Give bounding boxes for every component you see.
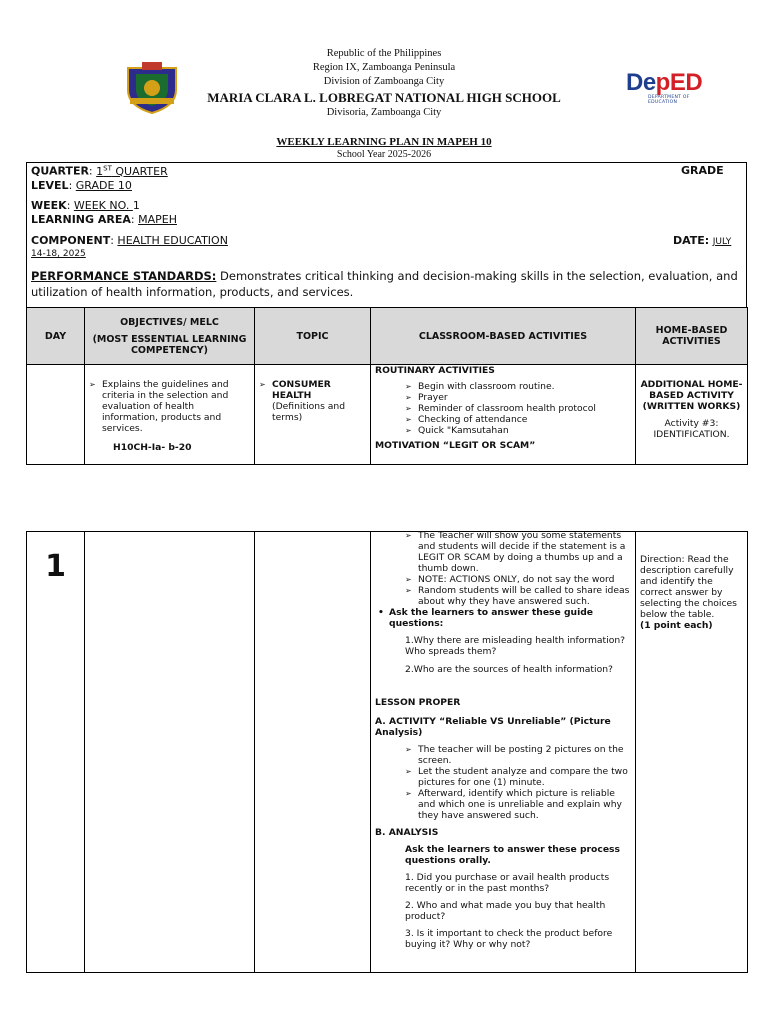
table-header-row [27, 308, 748, 365]
day-cell [27, 365, 85, 465]
analysis-question-2: 2. Who and what made you buy that health product? [405, 900, 606, 922]
performance-label: PERFORMANCE STANDARDS: [31, 269, 217, 283]
objective-cell [85, 365, 255, 465]
region-text: Region IX, Zamboanga Peninsula [312, 62, 456, 73]
week-line: WEEK: WEEK NO. 1 [31, 199, 140, 212]
performance-text-2: utilization of health information, products, and services. [31, 285, 354, 299]
date-label: DATE: [673, 234, 710, 247]
list-item: ➢ Let the student analyze and compare the two pictures for one (1) minute. [405, 766, 631, 788]
analysis-title: B. ANALYSIS [375, 827, 439, 838]
home-activities-cell [636, 532, 748, 973]
motivation-list [405, 530, 631, 607]
guide-questions-block [375, 607, 631, 629]
header-classroom-activities: CLASSROOM-BASED ACTIVITIES [371, 308, 636, 365]
day-number-cell [27, 532, 85, 973]
guide-question-1: 1.Why there are misleading health information? Who spreads them? [405, 635, 626, 657]
topic-cell [255, 365, 371, 465]
analysis-question-1: 1. Did you purchase or avail health products recently or in the past months? [405, 872, 610, 894]
lesson-plan-table-continued [26, 531, 748, 973]
header-objectives: OBJECTIVES/ MELC (MOST ESSENTIAL LEARNING COMPETENCY) [85, 308, 255, 365]
day-number: 1 [45, 549, 66, 584]
guide-question-2: 2.Who are the sources of health information? [405, 664, 613, 675]
plan-info-box [26, 162, 747, 308]
objective-item: ➢ Explains the guidelines and criteria in the selection and evaluation of health information, products and services. [89, 379, 250, 434]
motivation-title: MOTIVATION “LEGIT OR SCAM” [375, 440, 536, 451]
home-activities-cell [636, 365, 748, 465]
list-item: ➢ Begin with classroom routine. [405, 381, 631, 392]
level-value: GRADE 10 [75, 179, 132, 192]
week-value: WEEK NO. [73, 199, 133, 212]
activity-list [405, 744, 631, 821]
table-row [27, 365, 748, 465]
topic-subtitle: (Definitions and terms) [272, 401, 346, 423]
quarter-label: QUARTER [31, 164, 89, 178]
home-activity-name: Activity #3: IDENTIFICATION. [653, 418, 730, 440]
objective-cell [85, 532, 255, 973]
deped-logo [626, 71, 712, 105]
header-topic: TOPIC [255, 308, 371, 365]
date-value-range: 14-18, 2025 [31, 249, 86, 259]
quarter-line: QUARTER: 1ST QUARTER [31, 164, 168, 178]
routinary-list [405, 381, 631, 436]
activity-title: A. ACTIVITY “Reliable VS Unreliable” (Picture Analysis) [375, 716, 611, 738]
level-line: LEVEL: GRADE 10 [31, 179, 132, 192]
classroom-activities-cell [371, 365, 636, 465]
date-line [673, 234, 731, 247]
school-year: School Year 2025-2026 [336, 149, 432, 160]
home-activity-title: ADDITIONAL HOME-BASED ACTIVITY (WRITTEN WORKS) [640, 379, 743, 412]
list-item: ➢ The teacher will be posting 2 pictures on the screen. [405, 744, 631, 766]
quarter-value: 1ST QUARTER [96, 164, 168, 178]
table-row [27, 532, 748, 973]
topic-title: CONSUMER HEALTH [272, 379, 331, 401]
list-item: ➢ Quick "Kamsutahan [405, 425, 631, 436]
component-line: COMPONENT: HEALTH EDUCATION [31, 234, 228, 247]
list-item: ➢ NOTE: ACTIONS ONLY, do not say the word [405, 574, 631, 585]
lesson-proper-title: LESSON PROPER [375, 697, 461, 708]
republic-text: Republic of the Philippines [326, 48, 442, 59]
header-day: DAY [27, 308, 85, 365]
list-item: ➢ The Teacher will show you some statements and students will decide if the statement is a LEGIT OR SCAM by doing a thumbs up and a thumb down. [405, 530, 631, 574]
list-item: ➢ Checking of attendance [405, 414, 631, 425]
list-item: ➢ Prayer [405, 392, 631, 403]
topic-cell [255, 532, 371, 973]
analysis-question-3: 3. Is it important to check the product before buying it? Why or why not? [405, 928, 613, 950]
guide-title: • Ask the learners to answer these guide questions: [375, 607, 631, 629]
deped-logo-text: DepED [626, 69, 703, 96]
header-home-activities: HOME-BASED ACTIVITIES [636, 308, 748, 365]
school-location: Divisoria, Zamboanga City [326, 107, 442, 118]
home-direction: Direction: Read the description carefully and identify the correct answer by selecting the choices below the table. [640, 554, 737, 620]
learning-area-line: LEARNING AREA: MAPEH [31, 213, 177, 226]
component-value: HEALTH EDUCATION [117, 234, 228, 247]
list-item: ➢ Afterward, identify which picture is reliable and which one is unreliable and explain why they have answered such. [405, 788, 631, 821]
learning-area-value: MAPEH [138, 213, 177, 226]
school-name: MARIA CLARA L. LOBREGAT NATIONAL HIGH SCHOOL [207, 90, 561, 105]
performance-text-1: Demonstrates critical thinking and decision-making skills in the selection, evaluation, and [220, 269, 738, 283]
grade-label: GRADE [681, 164, 724, 177]
date-value-month: JULY [712, 237, 732, 247]
home-direction-points: (1 point each) [640, 620, 713, 631]
lesson-plan-table [26, 307, 748, 465]
classroom-activities-cell [371, 532, 636, 973]
deped-logo-subtitle: DEPARTMENT OF EDUCATION [648, 95, 690, 105]
analysis-intro: Ask the learners to answer these process questions orally. [405, 844, 620, 866]
list-item: ➢ Reminder of classroom health protocol [405, 403, 631, 414]
routinary-title: ROUTINARY ACTIVITIES [375, 365, 495, 376]
melc-code: H10CH-Ia- b-20 [113, 442, 192, 453]
list-item: ➢ Random students will be called to share ideas about why they have answered such. [405, 585, 631, 607]
plan-title: WEEKLY LEARNING PLAN IN MAPEH 10 [276, 136, 492, 148]
division-text: Division of Zamboanga City [323, 76, 445, 87]
